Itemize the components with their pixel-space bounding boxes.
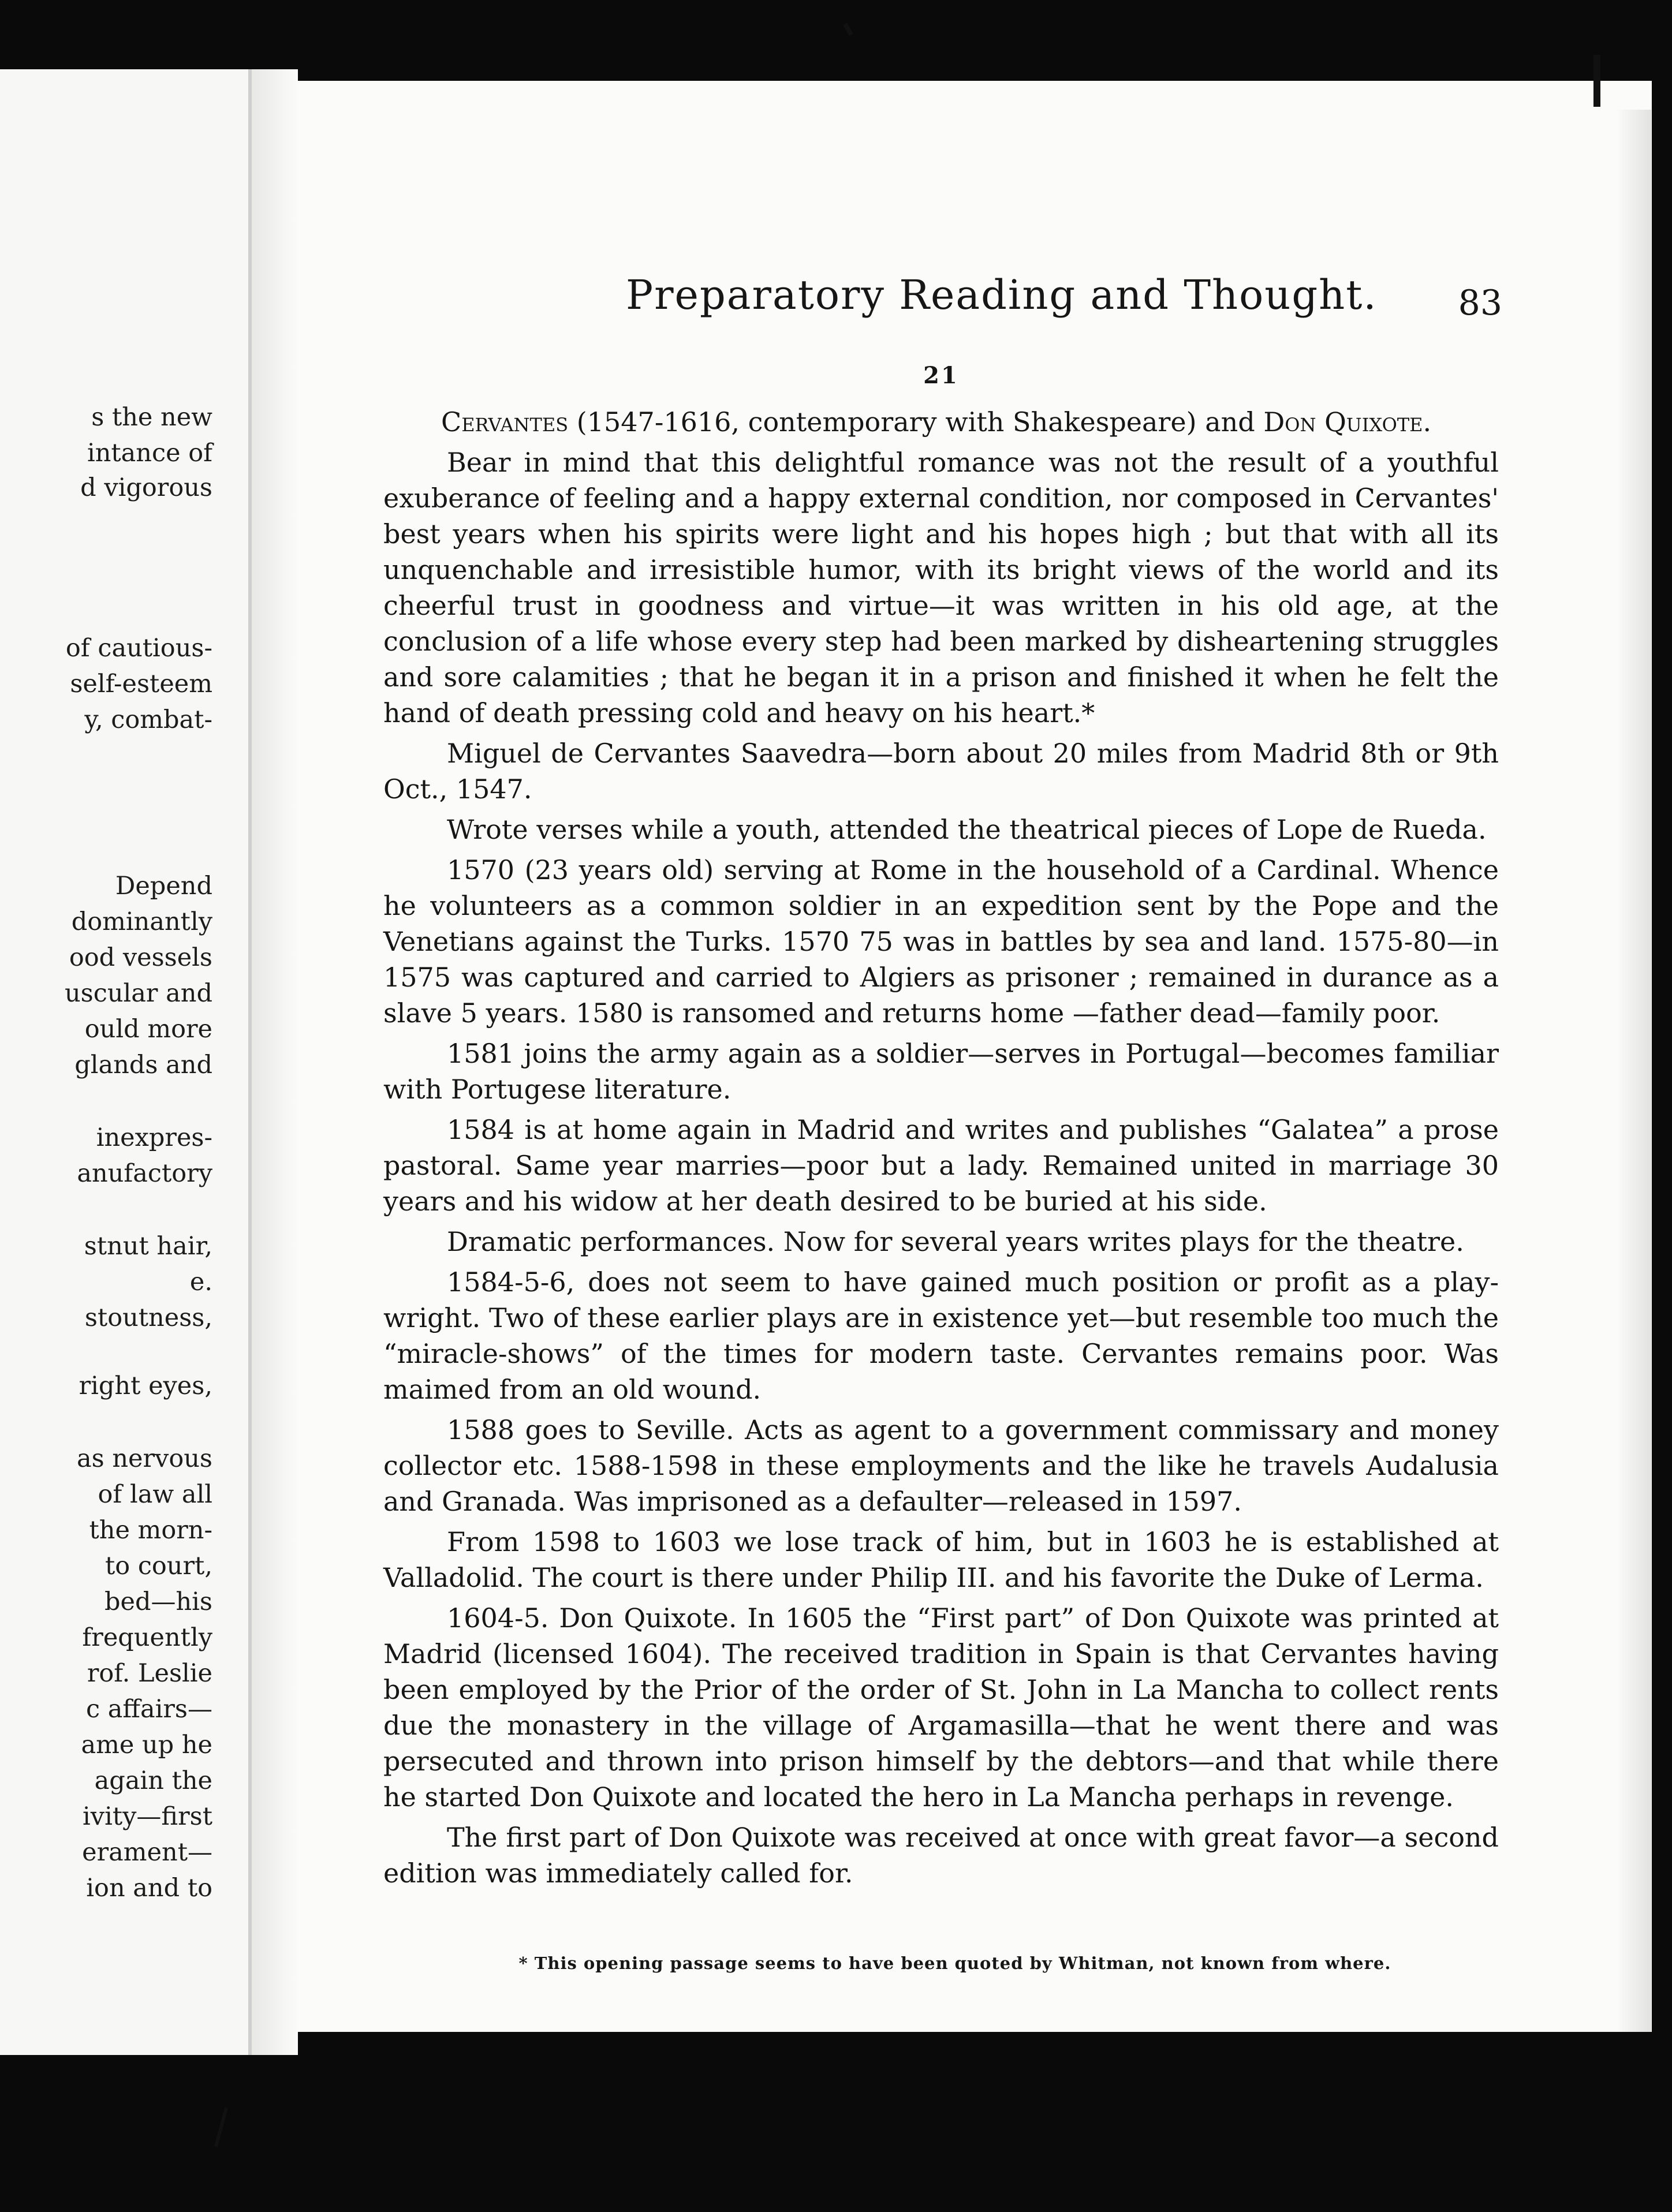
- left-page-text-line: erament—: [82, 1838, 212, 1867]
- left-page-text-line: uscular and: [64, 979, 212, 1008]
- section-heading: [383, 404, 1499, 440]
- paragraph: 1570 (23 years old) serving at Rome in the household of a Cardinal. Whence he volunteers as a common soldier in an expedition sent by the Pope and the Venetians against the Turks. 1570 75 was in battles by sea and land. 1575-80—in 1575 was captured and carried to Algiers as prisoner ; remained in durance as a slave 5 years. 1580 is ransomed and returns home —father dead—family poor.: [383, 854, 1499, 1029]
- left-page-text-line: of cautious-: [65, 634, 212, 663]
- left-page-text-line: ivity—first: [83, 1802, 212, 1831]
- left-page-text-line: y, combat-: [84, 705, 212, 734]
- left-page-text-line: d vigorous: [80, 473, 212, 502]
- left-page-text-line: e.: [189, 1268, 212, 1296]
- paragraph: Miguel de Cervantes Saavedra—born about 20 miles from Madrid 8th or 9th Oct., 1547.: [383, 738, 1499, 805]
- heading-name-cervantes: Cervantes: [441, 406, 569, 438]
- left-page-text-line: of law all: [98, 1480, 212, 1509]
- paragraph: 1584-5-6, does not seem to have gained much position or profit as a play-wright. Two of these earlier plays are in existence yet—but resemble too much the “miracle-shows” of the times for modern taste. Cervantes remains poor. Was maimed from an old wound.: [383, 1266, 1499, 1405]
- left-page-text-line: the morn-: [89, 1516, 212, 1545]
- left-page-text-line: s the new: [91, 403, 212, 432]
- heading-dates: (1547-1616, contemporary with Shakespeare) and: [568, 406, 1264, 438]
- book-gutter: [252, 69, 298, 2055]
- left-page-text-line: Depend: [115, 872, 212, 901]
- left-page-text-line: glands and: [74, 1051, 212, 1079]
- scan-speck: [1593, 55, 1600, 107]
- right-page: [298, 81, 1652, 2032]
- left-page-text-line: anufactory: [77, 1159, 212, 1188]
- paragraph: The first part of Don Quixote was received at once with great favor—a second edition was immediately called for.: [383, 1822, 1499, 1889]
- scan-speck: [214, 2107, 228, 2147]
- left-page-text-line: dominantly: [71, 907, 212, 936]
- left-page-text-line: ood vessels: [69, 943, 212, 972]
- left-page-text-line: ould more: [84, 1015, 212, 1044]
- paragraph: Wrote verses while a youth, attended the theatrical pieces of Lope de Rueda.: [447, 814, 1487, 845]
- left-page-text-line: intance of: [87, 439, 212, 468]
- left-page-text-line: inexpres-: [96, 1123, 212, 1152]
- left-page-text-line: self-esteem: [70, 670, 212, 698]
- left-page-text-line: again the: [94, 1766, 212, 1795]
- left-page-text-line: right eyes,: [79, 1372, 212, 1400]
- paragraph: 1588 goes to Seville. Acts as agent to a government commissary and money collector etc. 1588-1598 in these employments and the like he travels Audalusia and Granada. Was imprisoned as a defaulter—released in 1597.: [383, 1414, 1499, 1517]
- left-page-text-line: bed—his: [104, 1587, 212, 1616]
- scan-speck: [843, 23, 853, 36]
- paragraph: 1604-5. Don Quixote. In 1605 the “First part” of Don Quixote was printed at Madrid (licensed 1604). The received tradition in Spain is that Cervantes having been employed by the Prior of the order of St. John in La Mancha to collect rents due the monastery in the village of Argamasilla—that he went there and was persecuted and thrown into prison himself by the debtors—and that while there he started Don Quixote and located the hero in La Mancha perhaps in revenge.: [383, 1602, 1499, 1813]
- paragraph: 1584 is at home again in Madrid and writes and publishes “Galatea” a prose pastoral. Same year marries—poor but a lady. Remained united in marriage 30 years and his widow at her death desired to be buried at his side.: [383, 1114, 1499, 1217]
- page-edge-shadow: [1617, 110, 1651, 2032]
- left-page-text-line: frequently: [82, 1623, 212, 1652]
- left-page-text-line: stnut hair,: [84, 1232, 212, 1261]
- left-page: [0, 69, 252, 2055]
- left-page-text-line: stoutness,: [84, 1303, 212, 1332]
- paragraph: Bear in mind that this delightful romance was not the result of a youthful exuberance of feeling and a happy external condition, nor composed in Cervantes' best years when his spirits were light and his hopes high ; but that with all its unquenchable and irresistible humor, with its bright views of the world and its cheerful trust in goodness and virtue—it was written in his old age, at the conclusion of a life whose every step had been marked by disheartening struggles and sore calamities ; that he began it in a prison and finished it when he felt the hand of death pressing cold and heavy on his heart.*: [383, 447, 1499, 728]
- page-body: [383, 404, 1499, 1896]
- left-page-text-line: rof. Leslie: [87, 1659, 212, 1688]
- page-number: 83: [1458, 283, 1502, 323]
- heading-name-don-quixote: Don Quixote.: [1263, 406, 1432, 438]
- left-page-text-line: to court,: [104, 1552, 212, 1580]
- paragraph: Dramatic performances. Now for several years writes plays for the theatre.: [447, 1226, 1464, 1257]
- left-page-text-line: ame up he: [81, 1731, 212, 1759]
- left-page-text-line: c affairs—: [86, 1695, 212, 1724]
- paragraph: From 1598 to 1603 we lose track of him, but in 1603 he is established at Valladolid. The court is there under Philip III. and his favorite the Duke of Lerma.: [383, 1526, 1499, 1593]
- left-page-text-line: as nervous: [76, 1444, 212, 1473]
- paragraph: 1581 joins the army again as a soldier—serves in Portugal—becomes familiar with Portugese literature.: [383, 1038, 1499, 1105]
- running-head: Preparatory Reading and Thought.: [626, 271, 1378, 319]
- left-page-text-line: ion and to: [86, 1874, 212, 1903]
- section-number: 21: [923, 362, 959, 389]
- footnote: * This opening passage seems to have been quoted by Whitman, not known from where.: [518, 1953, 1391, 1973]
